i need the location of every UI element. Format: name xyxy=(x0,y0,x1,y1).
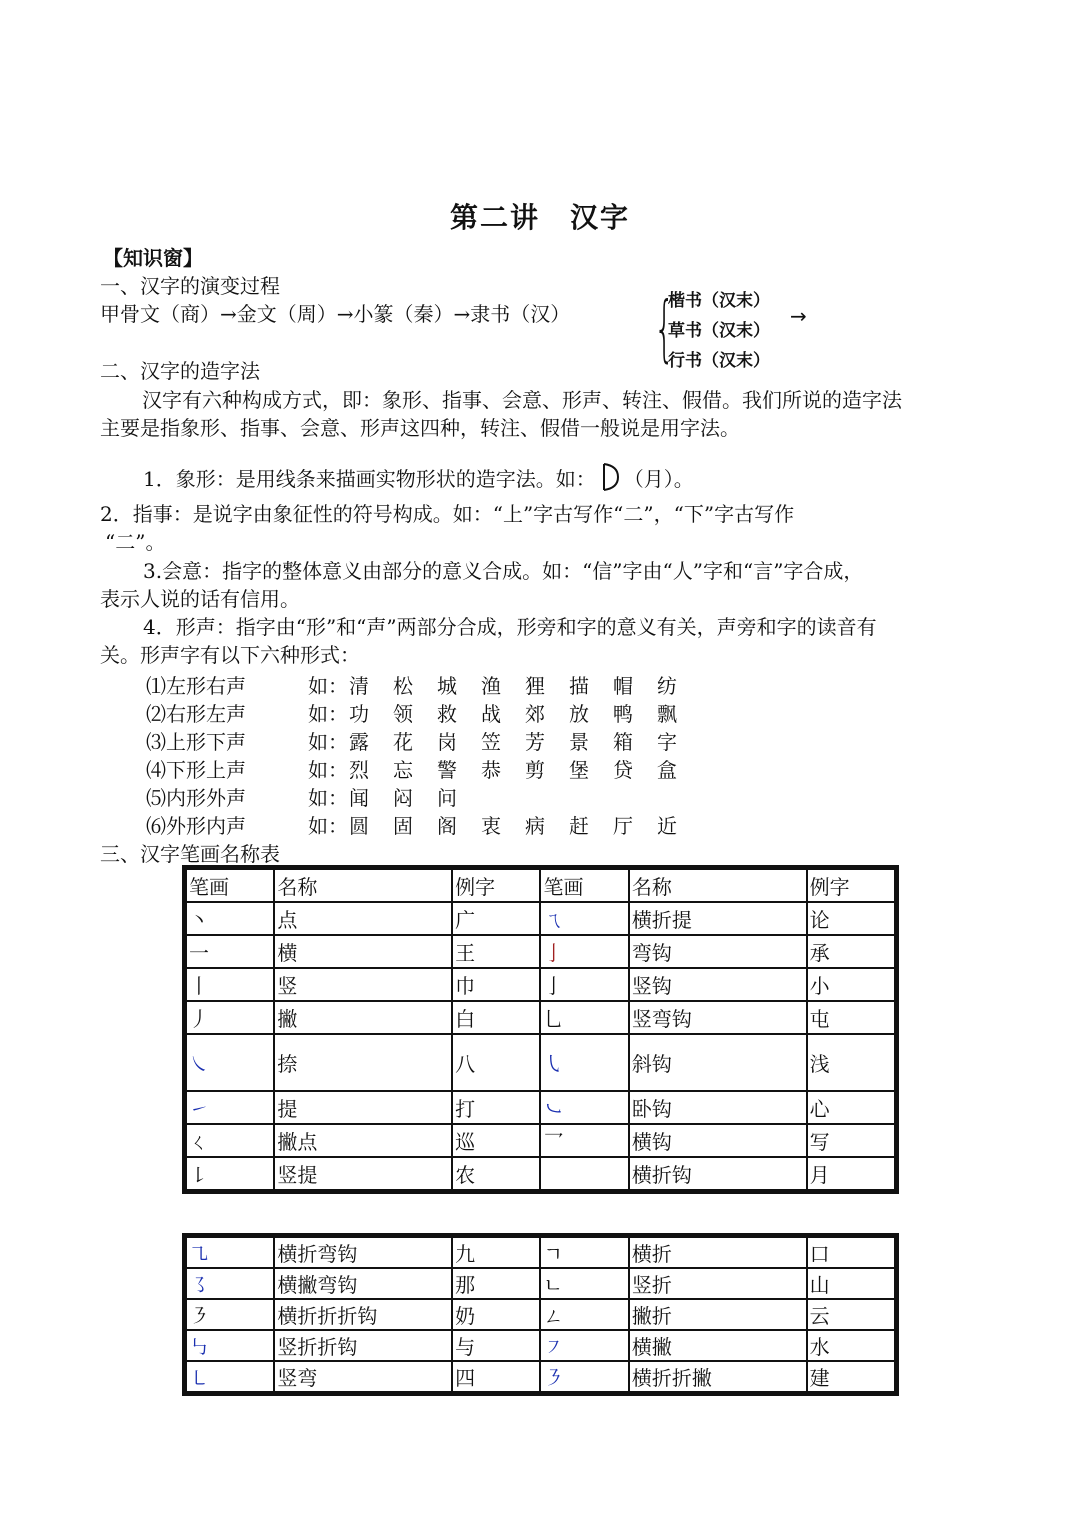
header-cell: 名称 xyxy=(629,869,807,902)
form-example-char: 贷 xyxy=(613,758,633,782)
form-example-char: 闷 xyxy=(393,786,413,810)
form-example-char: 描 xyxy=(569,674,589,698)
section2-heading: 二、汉字的造字法 xyxy=(100,359,260,383)
table-row xyxy=(186,1237,895,1268)
table-row xyxy=(186,1091,895,1124)
form-example-char: 鸭 xyxy=(613,702,633,726)
form-example-char: 近 xyxy=(657,814,677,838)
form-label: ⑹外形内声 xyxy=(146,814,246,838)
example-cell: 与 xyxy=(452,1330,540,1361)
stroke-name-cell: 竖提 xyxy=(274,1157,452,1190)
stroke-name-cell: 横 xyxy=(274,935,452,968)
item-phonosemantic-line2: 关。形声字有以下六种形式： xyxy=(100,643,360,667)
stroke-cell: 亅 xyxy=(540,968,628,1001)
stroke-name-cell: 竖钩 xyxy=(629,968,807,1001)
form-example-char: 放 xyxy=(569,702,589,726)
header-cell: 名称 xyxy=(274,869,452,902)
form-example-char: 厅 xyxy=(613,814,633,838)
form-row xyxy=(146,810,706,838)
form-example-char: 渔 xyxy=(481,674,501,698)
table-row xyxy=(186,968,895,1001)
example-cell: 小 xyxy=(807,968,895,1001)
brace-icon: { xyxy=(654,286,675,370)
stroke-cell: ㇋ xyxy=(186,1299,274,1330)
stroke-name-cell: 竖弯 xyxy=(274,1361,452,1392)
form-example-prefix: 如： xyxy=(308,758,348,782)
stroke-name-cell: 横撇弯钩 xyxy=(274,1268,452,1299)
form-example-char: 城 xyxy=(437,674,457,698)
example-cell: 九 xyxy=(452,1237,540,1268)
form-example-char: 露 xyxy=(349,730,369,754)
arrow-icon: → xyxy=(790,304,807,328)
example-cell: 写 xyxy=(807,1124,895,1157)
form-example-prefix: 如： xyxy=(308,702,348,726)
form-example-char: 堡 xyxy=(569,758,589,782)
form-example-char: 忘 xyxy=(393,758,413,782)
form-example-char: 衷 xyxy=(481,814,501,838)
form-example-char: 闻 xyxy=(349,786,369,810)
header-cell: 例字 xyxy=(452,869,540,902)
example-cell: 月 xyxy=(807,1157,895,1190)
stroke-cell: 丿 xyxy=(186,1001,274,1034)
stroke-name-cell: 斜钩 xyxy=(629,1034,807,1091)
form-example-char: 剪 xyxy=(525,758,545,782)
table-row xyxy=(186,1361,895,1392)
table-row xyxy=(186,1299,895,1330)
stroke-cell: 乚 xyxy=(540,1001,628,1034)
item-indicative-line2: “二”。 xyxy=(105,530,166,554)
item-phonosemantic-line1: 4．形声：指字由“形”和“声”两部分合成，形旁和字的意义有关，声旁和字的读音有 xyxy=(143,615,877,639)
example-cell: 浅 xyxy=(807,1034,895,1091)
example-cell: 王 xyxy=(452,935,540,968)
stroke-cell: ㄑ xyxy=(186,1124,274,1157)
form-example-char: 救 xyxy=(437,702,457,726)
header-cell: 笔画 xyxy=(540,869,628,902)
stroke-name-cell: 横折提 xyxy=(629,902,807,935)
example-cell: 建 xyxy=(807,1361,895,1392)
example-cell: 承 xyxy=(807,935,895,968)
form-example-char: 字 xyxy=(657,730,677,754)
stroke-name-cell: 弯钩 xyxy=(629,935,807,968)
table-row xyxy=(186,1157,895,1190)
form-example-char: 烈 xyxy=(349,758,369,782)
table-row xyxy=(186,935,895,968)
stroke-cell: 丨 xyxy=(186,968,274,1001)
stroke-cell: ㇏ xyxy=(186,1034,274,1091)
table-row xyxy=(186,869,895,902)
example-cell: 口 xyxy=(807,1237,895,1268)
section1-heading: 一、汉字的演变过程 xyxy=(100,274,280,298)
section2-intro-line1: 汉字有六种构成方式，即：象形、指事、会意、形声、转注、假借。我们所说的造字法 xyxy=(142,388,902,412)
form-example-char: 箱 xyxy=(613,730,633,754)
header-cell: 笔画 xyxy=(186,869,274,902)
stroke-cell: ㇀ xyxy=(186,1091,274,1124)
form-example-char: 狸 xyxy=(525,674,545,698)
form-example-char: 岗 xyxy=(437,730,457,754)
stroke-cell: ㇌ xyxy=(186,1268,274,1299)
form-example-char: 固 xyxy=(393,814,413,838)
form-example-prefix: 如： xyxy=(308,730,348,754)
form-example-char: 芳 xyxy=(525,730,545,754)
stroke-cell: 丶 xyxy=(186,902,274,935)
header-cell: 例字 xyxy=(807,869,895,902)
stroke-cell: ㄥ xyxy=(540,1299,628,1330)
example-cell: 八 xyxy=(452,1034,540,1091)
stroke-cell: ㄱ xyxy=(540,1237,628,1268)
form-label: ⑵右形左声 xyxy=(146,702,246,726)
stroke-cell: ㇈ xyxy=(186,1237,274,1268)
form-example-char: 花 xyxy=(393,730,413,754)
example-cell: 广 xyxy=(452,902,540,935)
table-row xyxy=(186,1124,895,1157)
stroke-cell: ㇃ xyxy=(540,1091,628,1124)
stroke-name-cell: 横撇 xyxy=(629,1330,807,1361)
form-example-char: 帽 xyxy=(613,674,633,698)
script-branches xyxy=(654,284,824,374)
example-cell: 山 xyxy=(807,1268,895,1299)
stroke-name-cell: 撇折 xyxy=(629,1299,807,1330)
stroke-cell: ㇂ xyxy=(540,1034,628,1091)
form-example-char: 飘 xyxy=(657,702,677,726)
stroke-name-cell: 竖折折钩 xyxy=(274,1330,452,1361)
item-indicative-line1: 2．指事：是说字由象征性的符号构成。如：“上”字古写作“二”，“下”字古写作 xyxy=(100,502,795,526)
stroke-cell: 乛 xyxy=(540,1124,628,1157)
section2-intro-line2: 主要是指象形、指事、会意、形声这四种，转注、假借一般说是用字法。 xyxy=(100,416,740,440)
table-row xyxy=(186,1001,895,1034)
example-cell: 奶 xyxy=(452,1299,540,1330)
stroke-name-cell: 横折 xyxy=(629,1237,807,1268)
example-cell: 巡 xyxy=(452,1124,540,1157)
form-example-char: 圆 xyxy=(349,814,369,838)
form-example-char: 警 xyxy=(437,758,457,782)
example-cell: 巾 xyxy=(452,968,540,1001)
form-label: ⑸内形外声 xyxy=(146,786,246,810)
form-example-char: 问 xyxy=(437,786,457,810)
form-example-prefix: 如： xyxy=(308,786,348,810)
stroke-table-1 xyxy=(185,868,896,1191)
form-row xyxy=(146,754,706,782)
form-example-char: 战 xyxy=(481,702,501,726)
evolution-chain: 甲骨文（商）→金文（周）→小篆（秦）→隶书（汉） xyxy=(100,302,571,326)
example-cell: 云 xyxy=(807,1299,895,1330)
stroke-cell: ㇇ xyxy=(540,1330,628,1361)
section3-heading: 三、汉字笔画名称表 xyxy=(100,842,280,866)
stroke-name-cell: 横折钩 xyxy=(629,1157,807,1190)
table-row xyxy=(186,1330,895,1361)
example-cell: 农 xyxy=(452,1157,540,1190)
form-example-prefix: 如： xyxy=(308,814,348,838)
stroke-cell: ㇙ xyxy=(186,1157,274,1190)
moon-glyph-icon xyxy=(600,462,620,492)
stroke-cell: ㄴ xyxy=(540,1268,628,1299)
form-example-char: 笠 xyxy=(481,730,501,754)
page-title: 第二讲 汉字 xyxy=(449,201,630,234)
stroke-cell: ㄟ xyxy=(540,902,628,935)
item-ideograph-line2: 表示人说的话有信用。 xyxy=(100,587,300,611)
table-row xyxy=(186,1268,895,1299)
example-cell: 打 xyxy=(452,1091,540,1124)
table-row xyxy=(186,1034,895,1091)
form-label: ⑶上形下声 xyxy=(146,730,246,754)
example-cell: 屯 xyxy=(807,1001,895,1034)
item-ideograph-line1: 3.会意：指字的整体意义由部分的意义合成。如：“信”字由“人”字和“言”字合成， xyxy=(143,559,864,583)
form-example-char: 松 xyxy=(393,674,413,698)
stroke-cell: ㇋ xyxy=(540,1361,628,1392)
form-label: ⑷下形上声 xyxy=(146,758,246,782)
example-cell: 那 xyxy=(452,1268,540,1299)
stroke-name-cell: 横折折撇 xyxy=(629,1361,807,1392)
form-label: ⑴左形右声 xyxy=(146,674,246,698)
example-cell: 四 xyxy=(452,1361,540,1392)
example-cell: 白 xyxy=(452,1001,540,1034)
example-cell: 论 xyxy=(807,902,895,935)
form-example-char: 阁 xyxy=(437,814,457,838)
form-example-char: 功 xyxy=(349,702,369,726)
stroke-name-cell: 点 xyxy=(274,902,452,935)
stroke-name-cell: 竖 xyxy=(274,968,452,1001)
table-row xyxy=(186,902,895,935)
form-example-char: 盒 xyxy=(657,758,677,782)
form-row xyxy=(146,670,706,698)
item-pictograph xyxy=(143,462,694,493)
form-example-char: 郊 xyxy=(525,702,545,726)
stroke-name-cell: 横折弯钩 xyxy=(274,1237,452,1268)
form-example-char: 领 xyxy=(393,702,413,726)
stroke-name-cell: 捺 xyxy=(274,1034,452,1091)
form-row xyxy=(146,726,706,754)
form-example-char: 恭 xyxy=(481,758,501,782)
form-example-char: 纺 xyxy=(657,674,677,698)
form-example-char: 赶 xyxy=(569,814,589,838)
item-pictograph-text: 1．象形：是用线条来描画实物形状的造字法。如： xyxy=(143,467,596,491)
form-example-char: 病 xyxy=(525,814,545,838)
stroke-cell: ㇄ xyxy=(186,1361,274,1392)
form-row xyxy=(146,698,706,726)
branch-caoshu: 草书（汉末） xyxy=(668,321,770,341)
phonosemantic-forms-list xyxy=(146,670,706,840)
stroke-name-cell: 撇点 xyxy=(274,1124,452,1157)
stroke-name-cell: 竖折 xyxy=(629,1268,807,1299)
form-example-char: 景 xyxy=(569,730,589,754)
example-cell: 心 xyxy=(807,1091,895,1124)
branch-kaishu: 楷书（汉末） xyxy=(668,291,770,311)
stroke-name-cell: 卧钩 xyxy=(629,1091,807,1124)
knowledge-window-heading: 【知识窗】 xyxy=(103,246,203,270)
stroke-cell: 一 xyxy=(186,935,274,968)
stroke-name-cell: 横钩 xyxy=(629,1124,807,1157)
stroke-name-cell: 竖弯钩 xyxy=(629,1001,807,1034)
item-pictograph-suffix: （月）。 xyxy=(623,467,694,491)
stroke-cell xyxy=(540,1157,628,1190)
stroke-cell: 亅 xyxy=(540,935,628,968)
form-row xyxy=(146,782,706,810)
form-example-prefix: 如： xyxy=(308,674,348,698)
stroke-name-cell: 撇 xyxy=(274,1001,452,1034)
example-cell: 水 xyxy=(807,1330,895,1361)
form-example-char: 清 xyxy=(349,674,369,698)
stroke-name-cell: 横折折折钩 xyxy=(274,1299,452,1330)
stroke-table-2 xyxy=(185,1236,896,1393)
branch-xingshu: 行书（汉末） xyxy=(668,351,770,371)
stroke-name-cell: 提 xyxy=(274,1091,452,1124)
stroke-cell: ㇉ xyxy=(186,1330,274,1361)
